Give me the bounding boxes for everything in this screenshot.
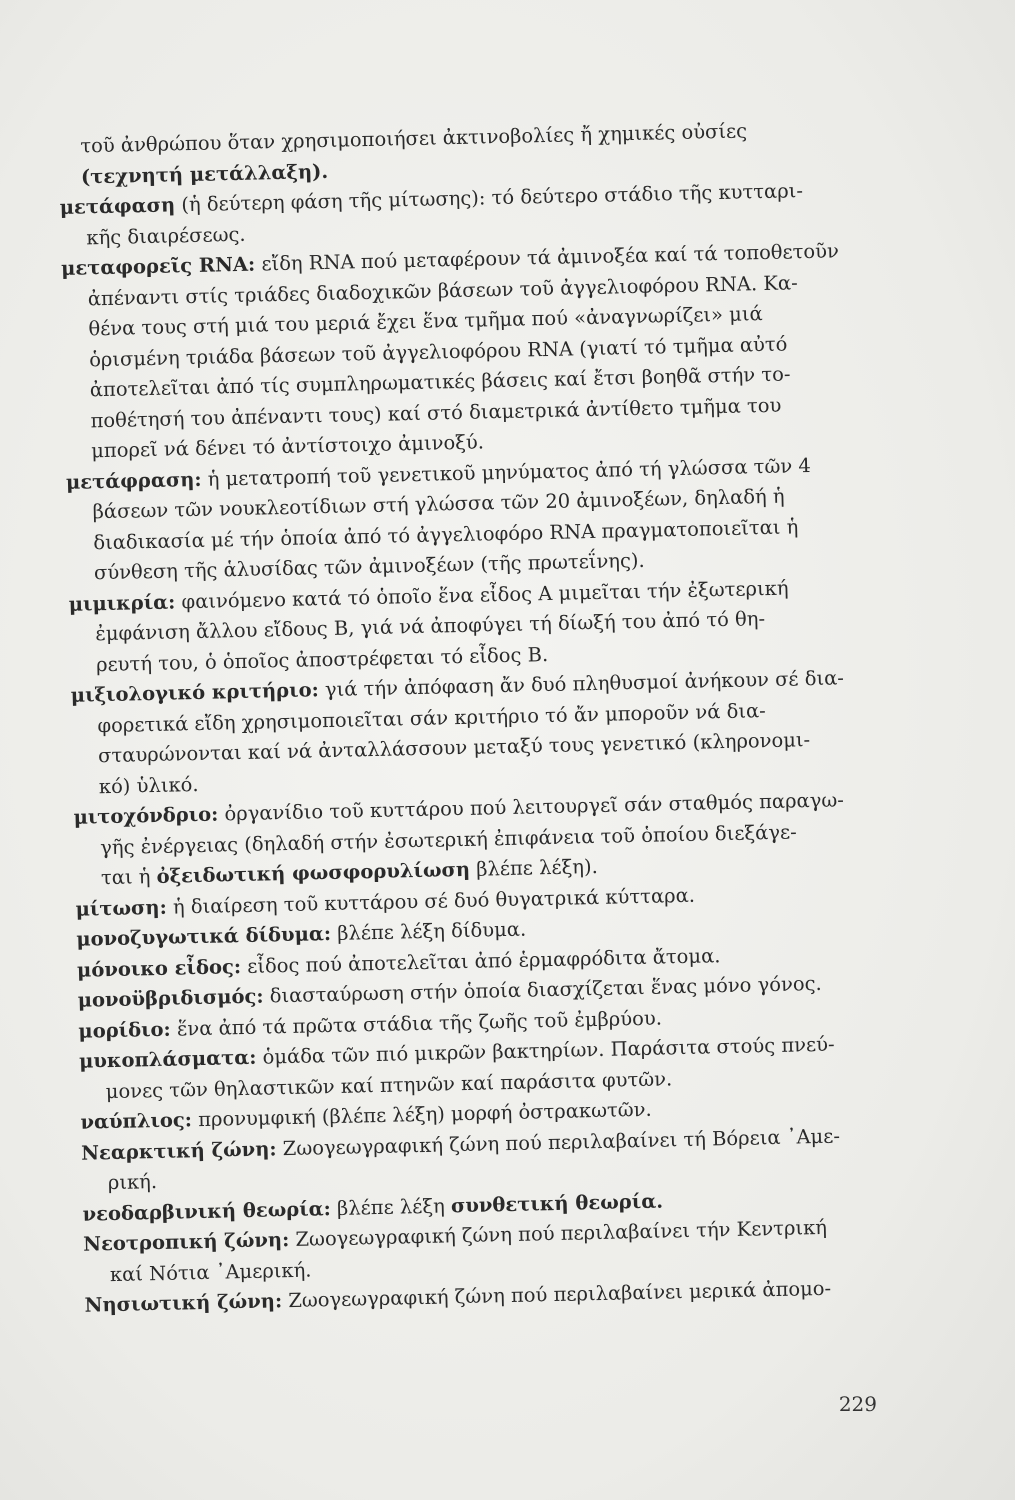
entry-text: ται ἡ bbox=[100, 864, 157, 890]
cross-reference: ὀξειδωτική φωσφορυλίωση bbox=[156, 857, 471, 888]
entry-text: φορετικά εἴδη χρησιμοποιεῖται σάν κριτήριο τό ἄν μποροῦν νά δια- bbox=[97, 698, 766, 737]
entry-term: Νεαρκτική ζώνη: bbox=[80, 1136, 277, 1165]
entry-term: νεοδαρβινική θεωρία: bbox=[82, 1196, 332, 1226]
entry-text: Ζωογεωγραφική ζώνη πού περιλαβαίνει τήν Κεντρική bbox=[289, 1215, 828, 1252]
entry-text: βλέπε λέξη δίδυμα. bbox=[330, 917, 527, 946]
entry-text: διαδικασία μέ τήν ὁποία ἀπό τό ἀγγελιοφόρο RNA πραγματοποιεῖται ἡ bbox=[93, 514, 799, 554]
glossary-entry-metaforeis-rna bbox=[61, 235, 886, 467]
entry-term: μίτωση: bbox=[75, 895, 168, 921]
entry-term: μετάφαση bbox=[59, 193, 176, 219]
glossary-text bbox=[58, 113, 905, 1321]
entry-text: βάσεων τῶν νουκλεοτίδιων στή γλώσσα τῶν 20 ἀμινοξέων, δηλαδή ἡ bbox=[92, 484, 785, 524]
entry-text: εἴδη RNA πού μεταφέρουν τά ἀμινοξέα καί τά τοποθετοῦν bbox=[254, 239, 840, 276]
entry-text: βλέπε λέξη). bbox=[469, 854, 599, 881]
glossary-entry-mixiologiko bbox=[70, 662, 893, 803]
intro-line-bold: (τεχνητή μετάλλαξη). bbox=[80, 159, 329, 188]
entry-text: φαινόμενο κατά τό ὁποῖο ἕνα εἶδος Α μιμεῖται τήν ἐξωτερική bbox=[175, 576, 789, 613]
entry-text: ρευτή του, ὁ ὁποῖος ἀποστρέφεται τό εἶδος Β. bbox=[95, 642, 549, 676]
entry-text: ὁρισμένη τριάδα βάσεων τοῦ ἀγγελιοφόρου RNA (γιατί τό τμῆμα αὐτό bbox=[88, 332, 788, 371]
entry-text: ἕνα ἀπό τά πρῶτα στάδια τῆς ζωῆς τοῦ ἐμβρύου. bbox=[170, 1006, 663, 1041]
entry-text: ἀπέναντι στίς τριάδες διαδοχικῶν βάσεων τοῦ ἀγγελιοφόρου RNA. Κα- bbox=[87, 270, 798, 310]
entry-text: Ζωογεωγραφική ζώνη πού περιλαβαίνει μερικά ἀπομο- bbox=[281, 1276, 832, 1313]
entry-text: ἡ μετατροπή τοῦ γενετικοῦ μηνύματος ἀπό τή γλώσσα τῶν 4 bbox=[201, 453, 812, 491]
entry-text: ὁμάδα τῶν πιό μικρῶν βακτηρίων. Παράσιτα στούς πνεύ- bbox=[256, 1032, 835, 1069]
entry-text: καί Νότια ᾿Αμερική. bbox=[109, 1258, 312, 1286]
entry-text: (ἡ δεύτερη φάση τῆς μίτωσης): τό δεύτερο στάδιο τῆς κυτταρι- bbox=[174, 179, 804, 217]
entry-text: εἶδος πού ἀποτελεῖται ἀπό ἑρμαφρόδιτα ἄτομα. bbox=[240, 943, 721, 978]
entry-text: κῆς διαιρέσεως. bbox=[86, 222, 246, 249]
entry-text: ἐμφάνιση ἄλλου εἴδους Β, γιά νά ἀποφύγει τή δίωξή του ἀπό τό θη- bbox=[95, 607, 766, 646]
entry-text: ὀργανίδιο τοῦ κυττάρου πού λειτουργεῖ σάν σταθμός παραγω- bbox=[218, 788, 845, 826]
entry-text: ἡ διαίρεση τοῦ κυττάρου σέ δυό θυγατρικά κύτταρα. bbox=[166, 883, 696, 919]
entry-text: ρική. bbox=[107, 1170, 158, 1195]
entry-text: κό) ὑλικό. bbox=[98, 772, 199, 798]
entry-term: Νησιωτική ζώνη: bbox=[84, 1289, 283, 1317]
entry-text: θένα τους στή μιά του μεριά ἔχει ἕνα τμῆμα πού «ἀναγνωρίζει» μιά bbox=[88, 302, 763, 341]
glossary-entry-metafrasi bbox=[66, 449, 889, 590]
entry-term: μονοζυγωτικά δίδυμα: bbox=[76, 922, 332, 951]
entry-term: μετάφραση: bbox=[65, 467, 202, 494]
entry-term: ναύπλιος: bbox=[80, 1108, 193, 1134]
entry-text: διασταύρωση στήν ὁποία διασχίζεται ἕνας μόνο γόνος. bbox=[263, 971, 822, 1008]
entry-text: ἀποτελεῖται ἀπό τίς συμπληρωματικές βάσεις καί ἔτσι βοηθᾶ στήν το- bbox=[89, 362, 791, 402]
entry-term: μυκοπλάσματα: bbox=[78, 1045, 257, 1073]
entry-term: μονοϋβριδισμός: bbox=[77, 984, 264, 1012]
entry-text: Ζωογεωγραφική ζώνη πού περιλαβαίνει τή Βόρεια ᾿Αμε- bbox=[276, 1124, 841, 1160]
entry-term: Νεοτροπική ζώνη: bbox=[82, 1228, 290, 1256]
entry-text: γιά τήν ἀπόφαση ἄν δυό πληθυσμοί ἀνήκουν σέ δια- bbox=[318, 666, 845, 702]
intro-line: τοῦ ἀνθρώπου ὅταν χρησιμοποιήσει ἀκτινοβολίες ἤ χημικές οὐσίες bbox=[80, 119, 748, 158]
entry-term: μόνοικο εἶδος: bbox=[76, 954, 242, 982]
entry-text: μονες τῶν θηλαστικῶν καί πτηνῶν καί παράσιτα φυτῶν. bbox=[105, 1066, 673, 1103]
cross-reference: συνθετική θεωρία. bbox=[450, 1189, 664, 1217]
entry-term: μεταφορεῖς RNA: bbox=[60, 252, 256, 280]
entry-text: μπορεῖ νά δένει τό ἀντίστοιχο ἀμινοξύ. bbox=[90, 430, 485, 463]
entry-term: μορίδιο: bbox=[78, 1017, 171, 1043]
entry-text: βλέπε λέξη bbox=[330, 1193, 452, 1220]
entry-text: προνυμφική (βλέπε λέξη) μορφή ὀστρακωτῶν. bbox=[191, 1097, 652, 1132]
entry-term: μιτοχόνδριο: bbox=[73, 802, 219, 829]
entry-term: μιξιολογικό κριτήριο: bbox=[70, 678, 320, 707]
entry-text: ποθέτησή του ἀπέναντι τους) καί στό διαμετρικά ἀντίθετο τμῆμα του bbox=[90, 393, 782, 432]
entry-text: σύνθεση τῆς ἁλυσίδας τῶν ἀμινοξέων (τῆς πρωτεΐνης). bbox=[93, 548, 645, 585]
entry-text: γῆς ἐνέργειας (δηλαδή στήν ἐσωτερική ἐπιφάνεια τοῦ ὁποίου διεξάγε- bbox=[99, 819, 797, 859]
entry-text: σταυρώνονται καί νά ἀνταλλάσσουν μεταξύ τους γενετικό (κληρονομι- bbox=[97, 728, 811, 768]
entry-term: μιμικρία: bbox=[68, 589, 176, 616]
page-number: 229 bbox=[838, 1392, 877, 1416]
